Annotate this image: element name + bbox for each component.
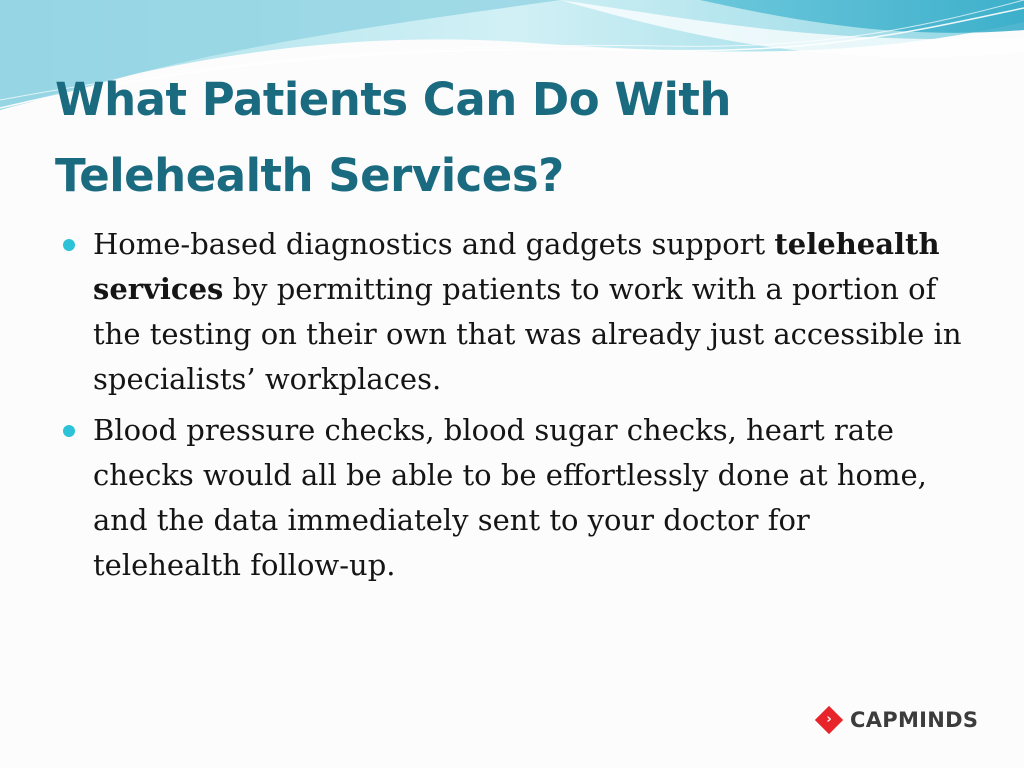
bullet-text-start: Home-based diagnostics and gadgets support: [93, 227, 775, 261]
slide-title: [55, 62, 955, 214]
bullet-item: [60, 222, 965, 402]
title-line-2: Telehealth Services?: [55, 149, 564, 202]
bullet-icon: [63, 239, 75, 251]
bullet-icon: [63, 425, 75, 437]
bullet-list: [60, 222, 965, 594]
bullet-bold-phrase: telehealth services: [93, 227, 940, 306]
bullet-text: Blood pressure checks, blood sugar checks, heart rate checks would all be able to be effortlessly done at home, and the data immediately sent to your doctor for telehealth follow-up.: [93, 413, 927, 582]
capminds-logo: [815, 705, 995, 735]
logo-diamond-icon: [815, 706, 843, 734]
title-line-1: What Patients Can Do With: [55, 73, 731, 126]
logo-text: CAPMINDS: [850, 708, 979, 732]
bullet-item: [60, 408, 965, 588]
bullet-text-end: by permitting patients to work with a portion of the testing on their own that was already just accessible in specialists’ workplaces.: [93, 272, 962, 396]
chevron-right-icon: ›: [826, 712, 832, 727]
